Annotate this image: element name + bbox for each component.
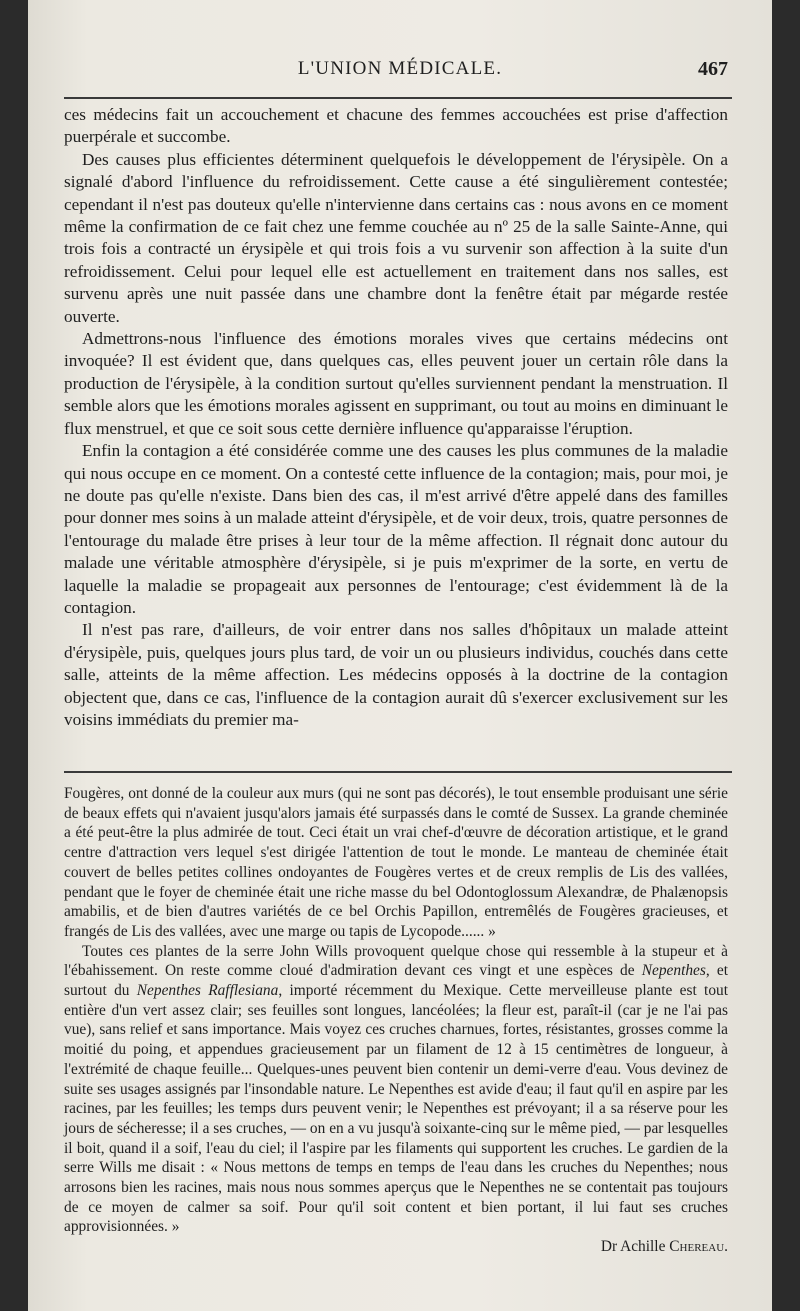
signature bbox=[64, 1237, 728, 1257]
paragraph: Il n'est pas rare, d'ailleurs, de voir entrer dans nos salles d'hôpitaux un malade atteint d'érysipèle, puis, quelques jours plus tard, de voir un ou plusieurs individus, couchés dans cette salle, atteints de la même affection. Les médecins opposés à la doctrine de la contagion objectent que, dans ce cas, l'influence de la contagion aurait dû s'exercer exclusivement sur les voisins immédiats du premier ma- bbox=[64, 620, 728, 729]
signature-name: Chereau. bbox=[669, 1238, 728, 1256]
feuilleton-section bbox=[64, 784, 728, 1257]
italic-species-name: Nepenthes Rafflesiana bbox=[136, 982, 279, 1000]
header-rule bbox=[64, 97, 732, 99]
text-run: , importé récemment du Mexique. Cette merveilleuse plante est tout entière d'un vert assez clair; ses feuilles sont longues, lancéolées; la fleur est, paraît-il (car je ne l'ai pas vue), sans relief et sans importance. Mais voyez ces cruches charnues, fortes, résistantes, grosses comme la moitié du poing, et appendues gracieusement par un filament de 12 à 15 centimètres de longueur, à l'extrémité de chaque feuille... Quelques-unes peuvent bien contenir un demi-verre d'eau. Vous devinez de suite ses usages assignés par l'insondable nature. Le Nepenthes est avide d'eau; il faut qu'il en aspire par les racines, par les feuilles; les temps durs peuvent venir; le Nepenthes est prévoyant; il a sa réserve pour les jours de sécheresse; il a ses cruches, — on en a vu jusqu'à soixante-cinq sur le même pied, — par lesquelles il boit, quand il a soif, l'eau du ciel; il l'aspire par les filaments qui supportent les cruches. Le gardien de la serre Wills me disait : « Nous mettons de temps en temps de l'eau dans les cruches du Nepenthes; nous arrosons bien les racines, mais nous nous sommes aperçus que le Nepenthes ne se contentait pas toujours de ce moyen de calmer sa soif. Pour qu'il soit content et bien portant, il lui faut ses cruches approvisionnées. » bbox=[64, 982, 728, 1236]
journal-title: L'UNION MÉDICALE. bbox=[297, 58, 503, 79]
paragraph bbox=[64, 942, 728, 1238]
paragraph: Des causes plus efficientes déterminent quelquefois le développement de l'érysipèle. On a signalé d'abord l'influence du refroidissement. Cette cause a été singulièrement contestée; cependant il n'est pas douteux qu'elle n'intervienne dans certains cas : nous avons en ce moment même la confirmation de ce fait chez une femme couchée au nº 25 de la salle Sainte-Anne, qui trois fois a contracté un érysipèle et qui trois fois a vu survenir son affection à la suite d'un refroidissement. Celui pour lequel elle est actuellement en traitement dans nos salles, est survenu après une nuit passée dans une chambre dont la fenêtre était par mégarde restée ouverte. bbox=[64, 149, 728, 326]
paragraph: ces médecins fait un accouchement et chacune des femmes accouchées est prise d'affection puerpérale et succombe. bbox=[64, 105, 728, 147]
signature-prefix: Dr Achille bbox=[600, 1238, 670, 1256]
main-article bbox=[64, 104, 728, 731]
paragraph: Enfin la contagion a été considérée comme une des causes les plus communes de la maladie qui nous occupe en ce moment. On a contesté cette influence de la contagion; mais, pour moi, je ne doute pas qu'elle n'existe. Dans bien des cas, il m'est arrivé d'être appelé dans des familles pour donner mes soins à un malade atteint d'érysipèle, et de voir deux, trois, quatre personnes de l'entourage du malade être prises à leur tour de la même affection. Il régnait donc autour du malade une véritable atmosphère d'érysipèle, si je puis m'exprimer de la sorte, en vertu de laquelle la maladie se propageait aux personnes de l'entourage; c'est évidemment là de la contagion. bbox=[64, 441, 728, 617]
scan-background bbox=[0, 0, 28, 1311]
running-header bbox=[68, 54, 732, 88]
text-run: , et surtout du bbox=[64, 962, 728, 1000]
italic-species-name: Nepenthes bbox=[641, 962, 706, 980]
document-page bbox=[28, 0, 772, 1311]
paragraph: Fougères, ont donné de la couleur aux murs (qui ne sont pas décorés), le tout ensemble produisant une série de beaux effets qui n'avaient jusqu'alors jamais été surpassés dans le comté de Sussex. La grande cheminée a été peut-être la plus admirée de tout. Ceci était un vrai chef-d'œuvre de décoration artistique, et le grand centre d'attraction vers lequel s'est dirigée l'attention de tout le monde. Le manteau de cheminée était couvert de belles petites collines ondoyantes de Fougères vertes et de creux remplis de Lis des vallées, pendant que le foyer de cheminée était une riche masse du bel Odontoglossum Alexandræ, de Phalænopsis amabilis, et de bien d'autres variétés de ce bel Orchis Papillon, entremêlés de Fougères gracieuses, et frangés de Lis des vallées, avec une marge ou tapis de Lycopode...... » bbox=[64, 785, 728, 940]
page-number: 467 bbox=[698, 58, 728, 80]
feuilleton-separator bbox=[64, 771, 732, 773]
text-run: Toutes ces plantes de la serre John Wills provoquent quelque chose qui ressemble à la stupeur et à l'ébahissement. On reste comme cloué d'admiration devant ces vingt et une espèces de bbox=[64, 942, 728, 980]
paragraph: Admettrons-nous l'influence des émotions morales vives que certains médecins ont invoquée? Il est évident que, dans quelques cas, elles peuvent jouer un certain rôle dans la production de l'érysipèle, à la condition surtout qu'elles surviennent pendant la menstruation. Il semble alors que les émotions morales agissent en supprimant, ou tout au moins en diminuant le flux menstruel, et que ce soit sous cette dernière influence qu'apparaisse l'éruption. bbox=[64, 329, 728, 438]
